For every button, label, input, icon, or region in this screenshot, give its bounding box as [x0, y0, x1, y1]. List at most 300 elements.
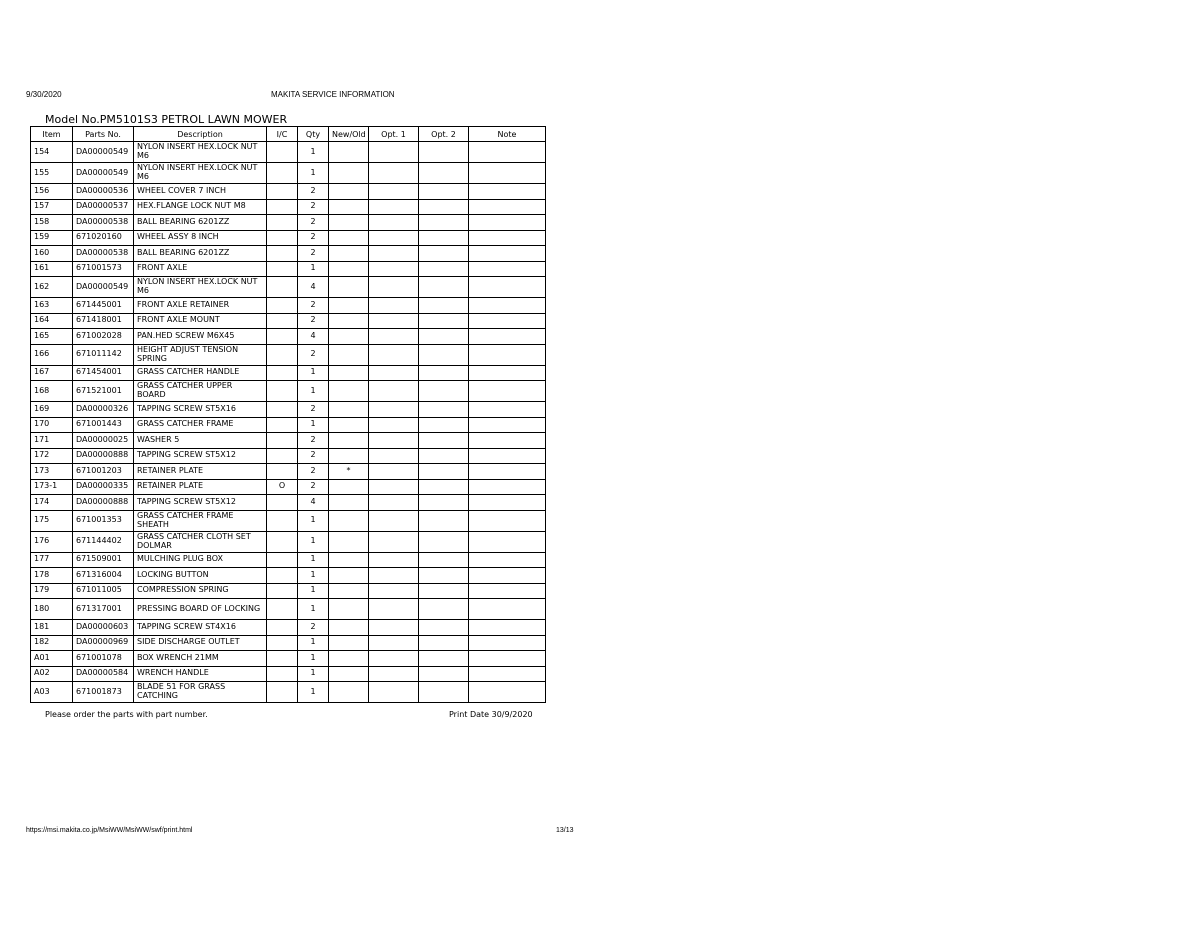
cell-part-number: 671509001 [73, 552, 134, 568]
cell-opt1 [369, 599, 419, 620]
cell-description: MULCHING PLUG BOX [134, 552, 267, 568]
cell-ic [267, 199, 298, 215]
cell-opt1 [369, 433, 419, 449]
col-header-opt1: Opt. 1 [369, 127, 419, 142]
cell-part-number: 671020160 [73, 230, 134, 246]
cell-opt2 [419, 298, 469, 314]
cell-item: 177 [31, 552, 73, 568]
table-row [31, 464, 546, 480]
col-header-item: Item [31, 127, 73, 142]
cell-opt2 [419, 215, 469, 231]
cell-note [469, 199, 546, 215]
cell-new-old [329, 651, 369, 667]
cell-qty: 2 [298, 402, 329, 418]
cell-new-old [329, 230, 369, 246]
cell-note [469, 381, 546, 402]
col-header-parts-no: Parts No. [73, 127, 134, 142]
cell-opt1 [369, 464, 419, 480]
cell-ic [267, 246, 298, 262]
cell-qty: 2 [298, 184, 329, 200]
cell-new-old [329, 199, 369, 215]
cell-part-number: DA00000603 [73, 620, 134, 636]
cell-opt1 [369, 215, 419, 231]
cell-description: BLADE 51 FOR GRASS CATCHING [134, 682, 267, 703]
table-row [31, 163, 546, 184]
cell-item: 166 [31, 344, 73, 365]
cell-qty: 2 [298, 215, 329, 231]
cell-opt1 [369, 381, 419, 402]
cell-opt1 [369, 199, 419, 215]
cell-part-number: 671316004 [73, 568, 134, 584]
cell-item: 176 [31, 531, 73, 552]
header-title: MAKITA SERVICE INFORMATION [271, 90, 395, 99]
cell-opt2 [419, 199, 469, 215]
cell-ic [267, 510, 298, 531]
cell-ic [267, 142, 298, 163]
cell-new-old [329, 277, 369, 298]
cell-opt1 [369, 184, 419, 200]
cell-opt2 [419, 344, 469, 365]
cell-ic [267, 666, 298, 682]
cell-description: GRASS CATCHER FRAME SHEATH [134, 510, 267, 531]
cell-item: 162 [31, 277, 73, 298]
cell-opt1 [369, 313, 419, 329]
cell-qty: 2 [298, 230, 329, 246]
cell-part-number: 671011005 [73, 583, 134, 599]
cell-part-number: 671001203 [73, 464, 134, 480]
cell-item: 180 [31, 599, 73, 620]
cell-new-old [329, 433, 369, 449]
cell-item: 172 [31, 448, 73, 464]
cell-opt1 [369, 230, 419, 246]
cell-ic [267, 277, 298, 298]
cell-description: LOCKING BUTTON [134, 568, 267, 584]
cell-qty: 1 [298, 163, 329, 184]
cell-ic [267, 329, 298, 345]
cell-part-number: 671445001 [73, 298, 134, 314]
cell-qty: 2 [298, 479, 329, 495]
cell-opt2 [419, 365, 469, 381]
cell-item: 174 [31, 495, 73, 511]
cell-qty: 4 [298, 495, 329, 511]
cell-part-number: 671002028 [73, 329, 134, 345]
page-url: https://msi.makita.co.jp/MsiWW/MsiWW/swf/print.html [26, 827, 193, 834]
cell-part-number: 671317001 [73, 599, 134, 620]
cell-opt2 [419, 635, 469, 651]
cell-qty: 2 [298, 620, 329, 636]
cell-description: WASHER 5 [134, 433, 267, 449]
cell-item: 175 [31, 510, 73, 531]
model-title: Model No.PM5101S3 PETROL LAWN MOWER [45, 113, 288, 126]
order-note: Please order the parts with part number. [45, 710, 208, 719]
table-row [31, 246, 546, 262]
cell-qty: 1 [298, 381, 329, 402]
cell-new-old [329, 682, 369, 703]
cell-part-number: DA00000538 [73, 215, 134, 231]
cell-item: 154 [31, 142, 73, 163]
cell-description: WHEEL COVER 7 INCH [134, 184, 267, 200]
cell-description: FRONT AXLE RETAINER [134, 298, 267, 314]
table-row [31, 142, 546, 163]
cell-part-number: DA00000584 [73, 666, 134, 682]
cell-new-old [329, 313, 369, 329]
cell-item: 181 [31, 620, 73, 636]
cell-note [469, 479, 546, 495]
col-header-ic: I/C [267, 127, 298, 142]
cell-qty: 1 [298, 531, 329, 552]
cell-description: NYLON INSERT HEX.LOCK NUT M6 [134, 277, 267, 298]
cell-item: 179 [31, 583, 73, 599]
cell-item: 163 [31, 298, 73, 314]
cell-item: 170 [31, 417, 73, 433]
cell-note [469, 344, 546, 365]
parts-table [30, 126, 546, 703]
cell-note [469, 184, 546, 200]
cell-qty: 2 [298, 298, 329, 314]
cell-note [469, 635, 546, 651]
cell-new-old [329, 402, 369, 418]
table-row [31, 635, 546, 651]
cell-new-old [329, 329, 369, 345]
cell-part-number: DA00000537 [73, 199, 134, 215]
cell-note [469, 163, 546, 184]
cell-description: GRASS CATCHER CLOTH SET DOLMAR [134, 531, 267, 552]
cell-item: 159 [31, 230, 73, 246]
cell-description: PAN.HED SCREW M6X45 [134, 329, 267, 345]
cell-ic [267, 402, 298, 418]
table-row [31, 682, 546, 703]
cell-ic [267, 552, 298, 568]
cell-description: WHEEL ASSY 8 INCH [134, 230, 267, 246]
cell-description: FRONT AXLE [134, 261, 267, 277]
cell-qty: 4 [298, 277, 329, 298]
cell-description: TAPPING SCREW ST5X12 [134, 495, 267, 511]
cell-note [469, 329, 546, 345]
cell-note [469, 433, 546, 449]
cell-item: A03 [31, 682, 73, 703]
cell-note [469, 583, 546, 599]
cell-note [469, 277, 546, 298]
cell-qty: 1 [298, 142, 329, 163]
cell-opt1 [369, 531, 419, 552]
cell-opt1 [369, 402, 419, 418]
cell-ic [267, 568, 298, 584]
cell-part-number: DA00000025 [73, 433, 134, 449]
table-row [31, 277, 546, 298]
cell-note [469, 230, 546, 246]
cell-qty: 1 [298, 651, 329, 667]
cell-description: TAPPING SCREW ST5X16 [134, 402, 267, 418]
cell-new-old [329, 448, 369, 464]
cell-note [469, 402, 546, 418]
cell-part-number: 671001078 [73, 651, 134, 667]
table-row [31, 531, 546, 552]
cell-qty: 1 [298, 365, 329, 381]
cell-new-old [329, 495, 369, 511]
cell-item: 157 [31, 199, 73, 215]
cell-qty: 1 [298, 682, 329, 703]
cell-opt1 [369, 298, 419, 314]
cell-qty: 1 [298, 510, 329, 531]
cell-part-number: 671001873 [73, 682, 134, 703]
cell-ic [267, 381, 298, 402]
cell-qty: 1 [298, 599, 329, 620]
table-row [31, 599, 546, 620]
table-row [31, 313, 546, 329]
cell-opt2 [419, 184, 469, 200]
cell-part-number: 671521001 [73, 381, 134, 402]
cell-opt1 [369, 568, 419, 584]
cell-opt2 [419, 277, 469, 298]
cell-part-number: DA00000536 [73, 184, 134, 200]
cell-ic [267, 531, 298, 552]
cell-ic [267, 163, 298, 184]
table-row [31, 381, 546, 402]
cell-note [469, 651, 546, 667]
cell-ic [267, 651, 298, 667]
cell-opt2 [419, 381, 469, 402]
cell-note [469, 531, 546, 552]
cell-opt2 [419, 620, 469, 636]
cell-opt1 [369, 261, 419, 277]
cell-note [469, 448, 546, 464]
cell-item: 160 [31, 246, 73, 262]
cell-new-old [329, 184, 369, 200]
cell-part-number: 671418001 [73, 313, 134, 329]
cell-qty: 2 [298, 448, 329, 464]
cell-opt1 [369, 510, 419, 531]
cell-description: SIDE DISCHARGE OUTLET [134, 635, 267, 651]
cell-ic [267, 365, 298, 381]
cell-note [469, 417, 546, 433]
cell-opt1 [369, 552, 419, 568]
cell-opt2 [419, 568, 469, 584]
cell-part-number: 671001353 [73, 510, 134, 531]
cell-item: 167 [31, 365, 73, 381]
table-row [31, 365, 546, 381]
cell-opt2 [419, 433, 469, 449]
cell-new-old [329, 599, 369, 620]
table-row [31, 261, 546, 277]
cell-item: 173 [31, 464, 73, 480]
cell-note [469, 568, 546, 584]
cell-new-old [329, 298, 369, 314]
cell-new-old [329, 552, 369, 568]
table-row [31, 510, 546, 531]
cell-opt1 [369, 329, 419, 345]
cell-item: A01 [31, 651, 73, 667]
table-row [31, 298, 546, 314]
table-row [31, 568, 546, 584]
cell-opt2 [419, 495, 469, 511]
cell-part-number: DA00000549 [73, 142, 134, 163]
cell-opt2 [419, 329, 469, 345]
cell-opt1 [369, 495, 419, 511]
cell-new-old [329, 666, 369, 682]
cell-qty: 1 [298, 552, 329, 568]
cell-qty: 1 [298, 417, 329, 433]
table-row [31, 620, 546, 636]
table-row [31, 552, 546, 568]
cell-qty: 1 [298, 635, 329, 651]
cell-new-old [329, 261, 369, 277]
cell-opt1 [369, 448, 419, 464]
cell-qty: 2 [298, 246, 329, 262]
cell-note [469, 682, 546, 703]
col-header-qty: Qty [298, 127, 329, 142]
cell-item: 173-1 [31, 479, 73, 495]
cell-qty: 1 [298, 261, 329, 277]
cell-opt1 [369, 479, 419, 495]
cell-opt1 [369, 583, 419, 599]
table-row [31, 666, 546, 682]
cell-ic [267, 184, 298, 200]
cell-part-number: DA00000335 [73, 479, 134, 495]
cell-opt1 [369, 666, 419, 682]
cell-new-old [329, 417, 369, 433]
table-row [31, 402, 546, 418]
cell-opt2 [419, 552, 469, 568]
cell-description: NYLON INSERT HEX.LOCK NUT M6 [134, 142, 267, 163]
cell-part-number: 671454001 [73, 365, 134, 381]
cell-description: RETAINER PLATE [134, 464, 267, 480]
cell-description: WRENCH HANDLE [134, 666, 267, 682]
cell-new-old [329, 510, 369, 531]
col-header-new-old: New/Old [329, 127, 369, 142]
cell-ic [267, 464, 298, 480]
table-row [31, 448, 546, 464]
cell-opt2 [419, 230, 469, 246]
cell-note [469, 365, 546, 381]
cell-ic [267, 298, 298, 314]
cell-ic [267, 261, 298, 277]
cell-qty: 2 [298, 199, 329, 215]
cell-ic [267, 215, 298, 231]
cell-new-old [329, 531, 369, 552]
table-row [31, 433, 546, 449]
cell-ic [267, 344, 298, 365]
table-row [31, 479, 546, 495]
cell-part-number: 671001443 [73, 417, 134, 433]
cell-opt2 [419, 417, 469, 433]
cell-opt1 [369, 344, 419, 365]
col-header-description: Description [134, 127, 267, 142]
cell-description: HEX.FLANGE LOCK NUT M8 [134, 199, 267, 215]
cell-note [469, 142, 546, 163]
cell-opt2 [419, 402, 469, 418]
cell-note [469, 495, 546, 511]
cell-description: GRASS CATCHER FRAME [134, 417, 267, 433]
cell-new-old: * [329, 464, 369, 480]
cell-item: 178 [31, 568, 73, 584]
cell-note [469, 666, 546, 682]
cell-item: 155 [31, 163, 73, 184]
cell-description: HEIGHT ADJUST TENSION SPRING [134, 344, 267, 365]
cell-ic [267, 417, 298, 433]
cell-opt2 [419, 261, 469, 277]
cell-opt1 [369, 417, 419, 433]
cell-ic [267, 599, 298, 620]
cell-item: A02 [31, 666, 73, 682]
col-header-opt2: Opt. 2 [419, 127, 469, 142]
cell-description: FRONT AXLE MOUNT [134, 313, 267, 329]
cell-note [469, 510, 546, 531]
cell-opt1 [369, 246, 419, 262]
cell-item: 168 [31, 381, 73, 402]
cell-note [469, 246, 546, 262]
cell-part-number: DA00000969 [73, 635, 134, 651]
cell-qty: 2 [298, 344, 329, 365]
cell-part-number: DA00000549 [73, 277, 134, 298]
cell-opt1 [369, 682, 419, 703]
cell-part-number: DA00000549 [73, 163, 134, 184]
cell-part-number: DA00000888 [73, 495, 134, 511]
header-date: 9/30/2020 [26, 90, 62, 99]
cell-note [469, 261, 546, 277]
table-header-row [31, 127, 546, 142]
cell-opt2 [419, 583, 469, 599]
cell-description: TAPPING SCREW ST4X16 [134, 620, 267, 636]
cell-qty: 2 [298, 433, 329, 449]
cell-qty: 4 [298, 329, 329, 345]
cell-opt1 [369, 277, 419, 298]
cell-description: NYLON INSERT HEX.LOCK NUT M6 [134, 163, 267, 184]
cell-ic [267, 448, 298, 464]
cell-qty: 1 [298, 666, 329, 682]
cell-item: 171 [31, 433, 73, 449]
table-row [31, 199, 546, 215]
cell-opt2 [419, 510, 469, 531]
cell-description: COMPRESSION SPRING [134, 583, 267, 599]
cell-description: TAPPING SCREW ST5X12 [134, 448, 267, 464]
cell-description: GRASS CATCHER UPPER BOARD [134, 381, 267, 402]
cell-ic [267, 433, 298, 449]
cell-new-old [329, 479, 369, 495]
cell-opt1 [369, 651, 419, 667]
table-row [31, 495, 546, 511]
cell-ic [267, 682, 298, 703]
cell-qty: 2 [298, 313, 329, 329]
table-row [31, 230, 546, 246]
cell-note [469, 552, 546, 568]
cell-part-number: DA00000538 [73, 246, 134, 262]
cell-part-number: DA00000326 [73, 402, 134, 418]
table-row [31, 184, 546, 200]
table-row [31, 651, 546, 667]
cell-new-old [329, 215, 369, 231]
cell-opt2 [419, 163, 469, 184]
cell-description: BALL BEARING 6201ZZ [134, 215, 267, 231]
table-row [31, 417, 546, 433]
cell-item: 161 [31, 261, 73, 277]
cell-new-old [329, 344, 369, 365]
cell-qty: 1 [298, 568, 329, 584]
cell-new-old [329, 583, 369, 599]
cell-new-old [329, 635, 369, 651]
cell-opt1 [369, 163, 419, 184]
cell-new-old [329, 246, 369, 262]
cell-opt2 [419, 651, 469, 667]
table-row [31, 329, 546, 345]
cell-opt2 [419, 682, 469, 703]
cell-note [469, 599, 546, 620]
cell-opt2 [419, 599, 469, 620]
cell-ic: O [267, 479, 298, 495]
cell-ic [267, 635, 298, 651]
cell-ic [267, 313, 298, 329]
cell-opt1 [369, 620, 419, 636]
cell-description: RETAINER PLATE [134, 479, 267, 495]
